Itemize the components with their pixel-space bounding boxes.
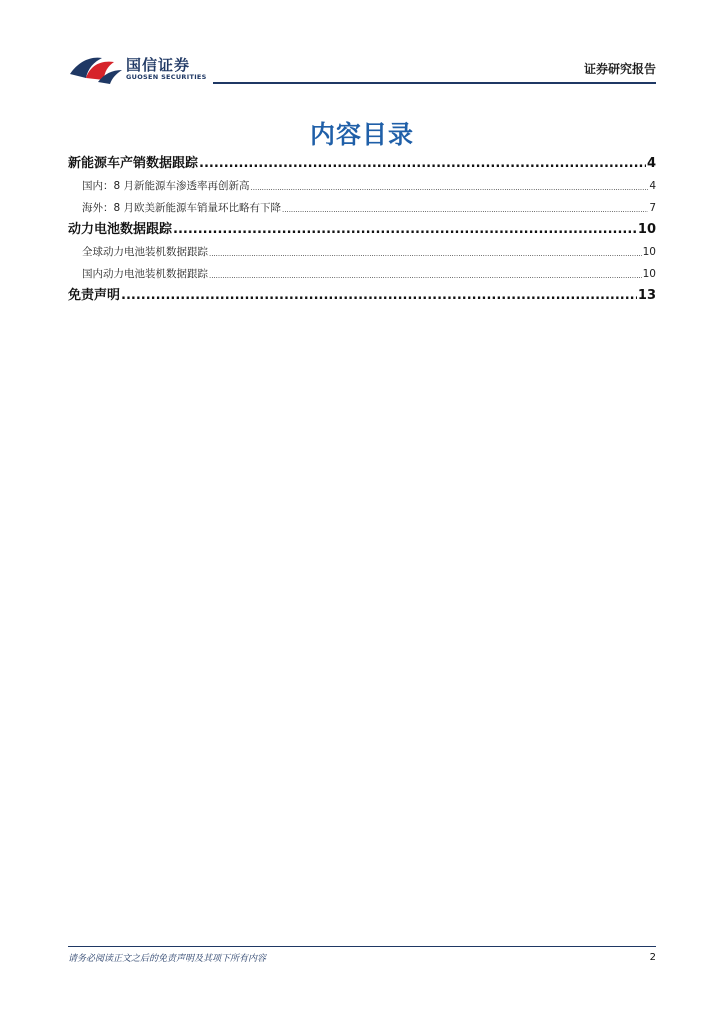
toc-entry-title: 免责声明 bbox=[68, 288, 121, 303]
toc-entry-level1[interactable] bbox=[68, 153, 656, 175]
toc-entry-title: 新能源车产销数据跟踪 bbox=[68, 156, 199, 171]
footer-divider bbox=[68, 946, 656, 947]
guosen-logo-icon bbox=[68, 52, 124, 84]
toc-leader-dots bbox=[209, 245, 642, 263]
toc-entry-title: 动力电池数据跟踪 bbox=[68, 222, 173, 237]
toc-entry-page: 10 bbox=[642, 246, 656, 258]
toc-leader-dots bbox=[121, 285, 637, 307]
toc-leader-dots bbox=[199, 153, 646, 175]
toc-entry-level1[interactable] bbox=[68, 285, 656, 307]
toc-entry-level2[interactable] bbox=[68, 175, 656, 197]
page-number: 2 bbox=[649, 952, 656, 963]
toc-leader-dots bbox=[209, 267, 642, 285]
toc-entry-level2[interactable] bbox=[68, 263, 656, 285]
toc-entry-page: 4 bbox=[646, 156, 656, 171]
toc-entry-title: 全球动力电池装机数据跟踪 bbox=[82, 246, 208, 258]
toc-entry-page: 7 bbox=[649, 202, 656, 214]
table-of-contents bbox=[68, 153, 656, 307]
toc-entry-page: 10 bbox=[637, 222, 656, 237]
header-divider bbox=[213, 82, 656, 84]
toc-entry-level1[interactable] bbox=[68, 219, 656, 241]
logo-english-name: GUOSEN SECURITIES bbox=[126, 73, 207, 81]
toc-title: 内容目录 bbox=[309, 120, 414, 149]
toc-entry-title: 国内：8 月新能源车渗透率再创新高 bbox=[82, 180, 250, 192]
toc-entry-page: 4 bbox=[649, 180, 656, 192]
page-header bbox=[68, 52, 656, 86]
toc-entry-title: 国内动力电池装机数据跟踪 bbox=[82, 268, 208, 280]
toc-leader-dots bbox=[251, 179, 649, 197]
toc-entry-level2[interactable] bbox=[68, 241, 656, 263]
toc-entry-title: 海外：8 月欧美新能源车销量环比略有下降 bbox=[82, 202, 282, 214]
toc-leader-dots bbox=[173, 219, 637, 241]
guosen-logo bbox=[68, 52, 228, 84]
toc-entry-level2[interactable] bbox=[68, 197, 656, 219]
toc-entry-page: 10 bbox=[642, 268, 656, 280]
toc-entry-page: 13 bbox=[637, 288, 656, 303]
logo-chinese-name: 国信证券 bbox=[126, 56, 191, 74]
footer-disclaimer: 请务必阅读正文之后的免责声明及其项下所有内容 bbox=[68, 954, 267, 964]
report-type-label: 证券研究报告 bbox=[583, 62, 656, 76]
toc-leader-dots bbox=[282, 201, 648, 219]
